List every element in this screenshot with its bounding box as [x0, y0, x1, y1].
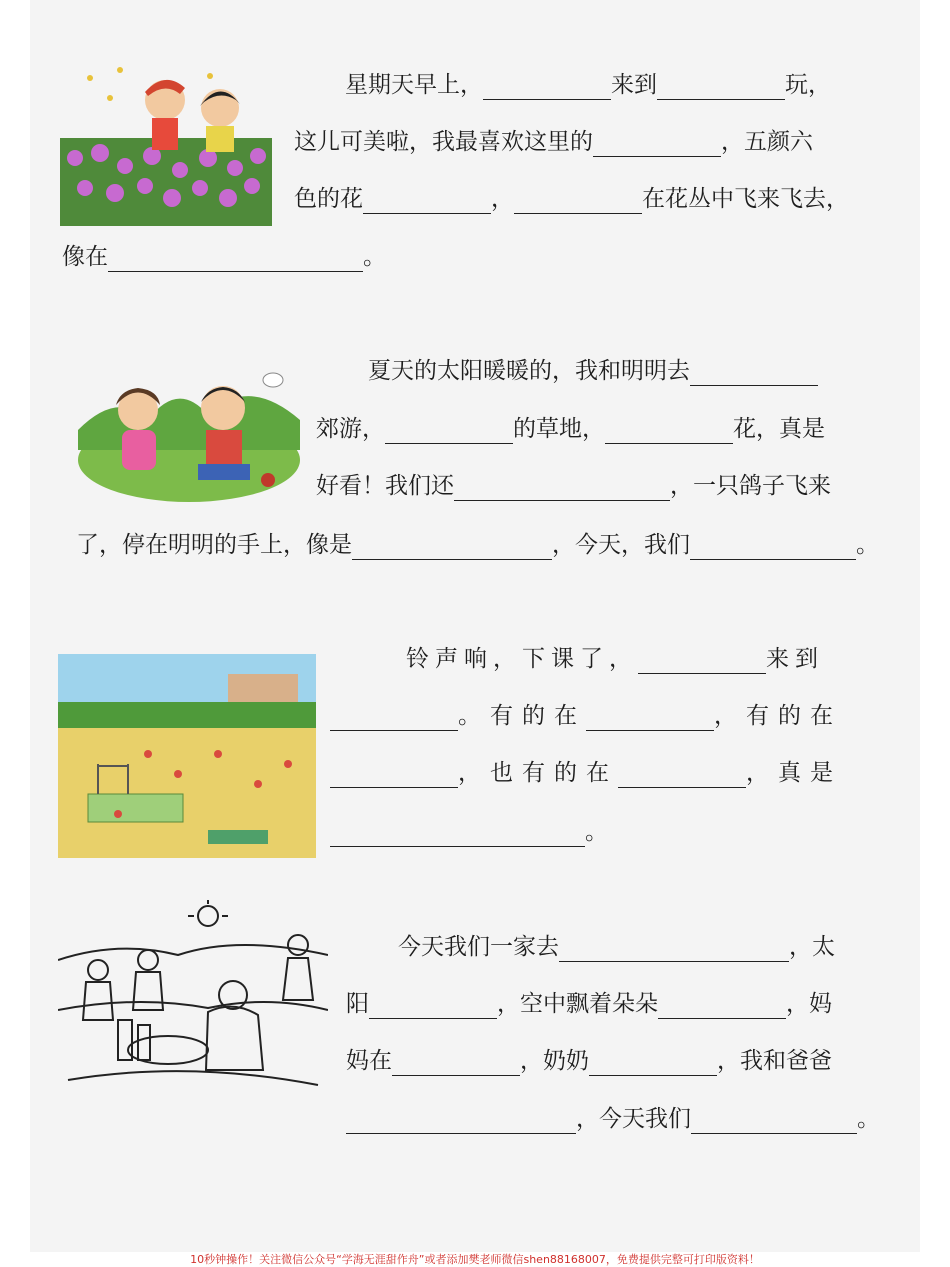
fill-blank[interactable]: [346, 1109, 576, 1134]
fill-blank[interactable]: [108, 247, 363, 272]
worksheet-page: [30, 0, 920, 1252]
fill-blank[interactable]: [363, 189, 491, 214]
s2-line-1: 夏天的太阳暖暖的，我和明明去: [368, 356, 818, 386]
fill-blank[interactable]: [605, 419, 733, 444]
s1-line-1: 星期天早上， 来到 玩，: [345, 72, 831, 98]
s1-line-2: 这儿可美啦，我最喜欢这里的 ，五颜六: [294, 129, 813, 155]
school-playground-picture: [58, 654, 316, 858]
s2-line-3: 好看！我们还 ，一只鸽子飞来: [316, 473, 831, 499]
fill-blank[interactable]: [690, 535, 856, 560]
s4-line-3: 妈在 ，奶奶 ，我和爸爸: [346, 1048, 832, 1074]
fill-blank[interactable]: [330, 706, 458, 731]
fill-blank[interactable]: [691, 1109, 857, 1134]
fill-blank[interactable]: [586, 706, 714, 731]
fill-blank[interactable]: [483, 75, 611, 100]
fill-blank[interactable]: [559, 937, 789, 962]
s3-line-3: ，也有的在 ，真是: [330, 758, 842, 788]
s1-line-4: 像在 。: [62, 244, 386, 270]
fill-blank[interactable]: [385, 419, 513, 444]
s2-line-2: 郊游， 的草地， 花，真是: [316, 416, 825, 442]
fill-blank[interactable]: [658, 994, 786, 1019]
family-outing-picture: [58, 900, 328, 1110]
s3-line-1: 铃声响，下课了， 来到: [406, 646, 824, 672]
s4-line-4: ，今天我们 。: [346, 1104, 880, 1134]
fill-blank[interactable]: [690, 361, 818, 386]
fill-blank[interactable]: [514, 189, 642, 214]
s2-line-4: 了，停在明明的手上，像是 ，今天，我们 。: [76, 532, 879, 558]
s4-line-2: 阳 ，空中飘着朵朵 ，妈: [346, 991, 832, 1017]
fill-blank[interactable]: [589, 1051, 717, 1076]
fill-blank[interactable]: [369, 994, 497, 1019]
s1-line-3: 色的花 ， 在花丛中飞来飞去，: [294, 186, 849, 212]
fill-blank[interactable]: [593, 132, 721, 157]
flower-garden-picture: [60, 58, 272, 226]
fill-blank[interactable]: [618, 763, 746, 788]
fill-blank[interactable]: [352, 535, 552, 560]
footer-notice: 10秒钟操作！关注微信公众号“学海无涯甜作舟”或者添加樊老师微信shen88168007，免费提供完整可打印版资料！: [190, 1253, 760, 1266]
fill-blank[interactable]: [638, 649, 766, 674]
fill-blank[interactable]: [657, 75, 785, 100]
s3-line-4: 。: [330, 817, 608, 847]
s3-line-2: 。有的在 ，有的在: [330, 701, 842, 731]
s4-line-1: 今天我们一家去 ，太: [398, 934, 835, 960]
fill-blank[interactable]: [330, 822, 585, 847]
fill-blank[interactable]: [454, 476, 670, 501]
fill-blank[interactable]: [392, 1051, 520, 1076]
picnic-children-picture: [78, 360, 300, 502]
fill-blank[interactable]: [330, 763, 458, 788]
